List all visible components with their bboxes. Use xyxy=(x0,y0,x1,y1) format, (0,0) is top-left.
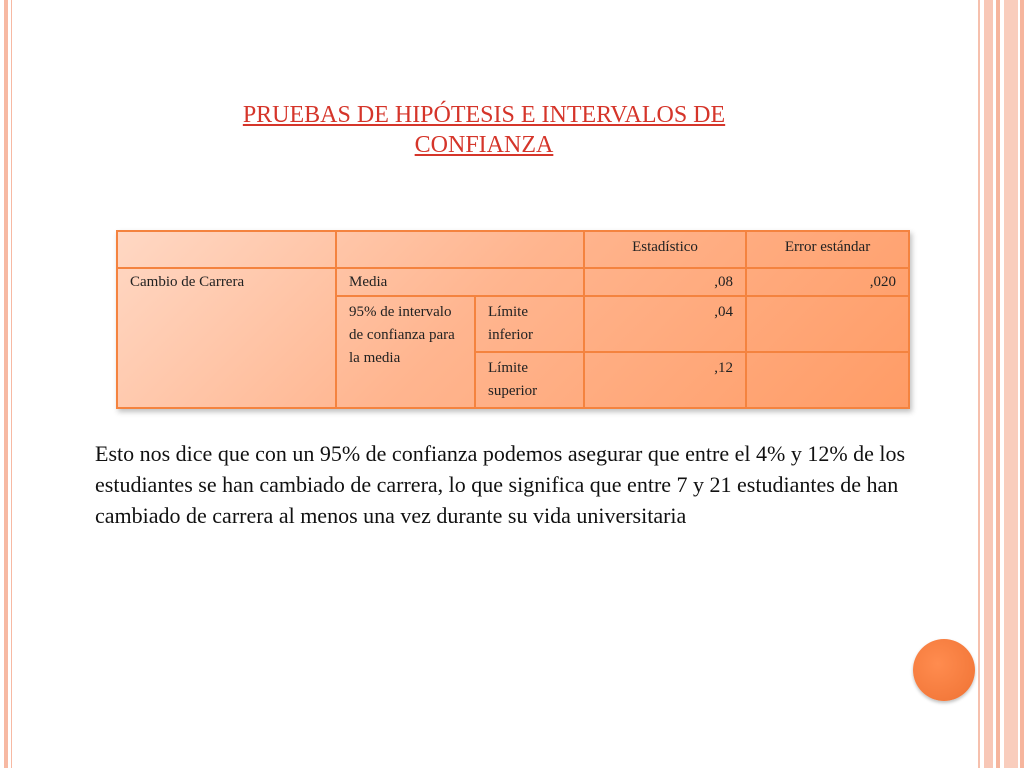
header-empty-cell xyxy=(475,231,584,268)
slide-title-line-1: PRUEBAS DE HIPÓTESIS E INTERVALOS DE xyxy=(242,102,726,128)
media-error-cell: ,020 xyxy=(746,268,909,296)
orange-circle-decoration xyxy=(913,639,975,701)
group-label-cell: Cambio de Carrera xyxy=(117,268,336,408)
header-statistic: Estadístico xyxy=(584,231,746,268)
confidence-interval-label-cell: 95% de intervalo de confianza para la media xyxy=(336,296,475,408)
upper-limit-label-cell: Límite superior xyxy=(475,352,584,408)
explanation-paragraph: Esto nos dice que con un 95% de confianza podemos asegurar que entre el 4% y 12% de los estudiantes se han cambiado de carrera, lo que significa que entre 7 y 21 estudiantes de han cambiado de carrera al menos una vez durante su vida universitaria xyxy=(95,441,906,528)
table-row xyxy=(117,268,909,296)
header-standard-error: Error estándar xyxy=(746,231,909,268)
right-stripe-decoration xyxy=(996,0,1000,768)
right-stripe-decoration xyxy=(978,0,980,768)
table-header-row xyxy=(117,231,909,268)
slide-title xyxy=(150,100,818,160)
lower-limit-statistic-cell: ,04 xyxy=(584,296,746,352)
left-border-decoration xyxy=(4,0,8,768)
right-stripe-decoration xyxy=(1004,0,1018,768)
media-label-cell: Media xyxy=(336,268,584,296)
upper-limit-statistic-cell: ,12 xyxy=(584,352,746,408)
header-empty-cell xyxy=(336,231,475,268)
right-stripe-decoration xyxy=(1020,0,1024,768)
lower-limit-error-cell xyxy=(746,296,909,352)
left-border-line xyxy=(11,0,12,768)
header-empty-cell xyxy=(117,231,336,268)
statistics-table xyxy=(116,230,910,409)
slide-title-line-2: CONFIANZA xyxy=(414,132,554,158)
lower-limit-label-cell: Límite inferior xyxy=(475,296,584,352)
right-stripe-decoration xyxy=(984,0,993,768)
upper-limit-error-cell xyxy=(746,352,909,408)
media-statistic-cell: ,08 xyxy=(584,268,746,296)
